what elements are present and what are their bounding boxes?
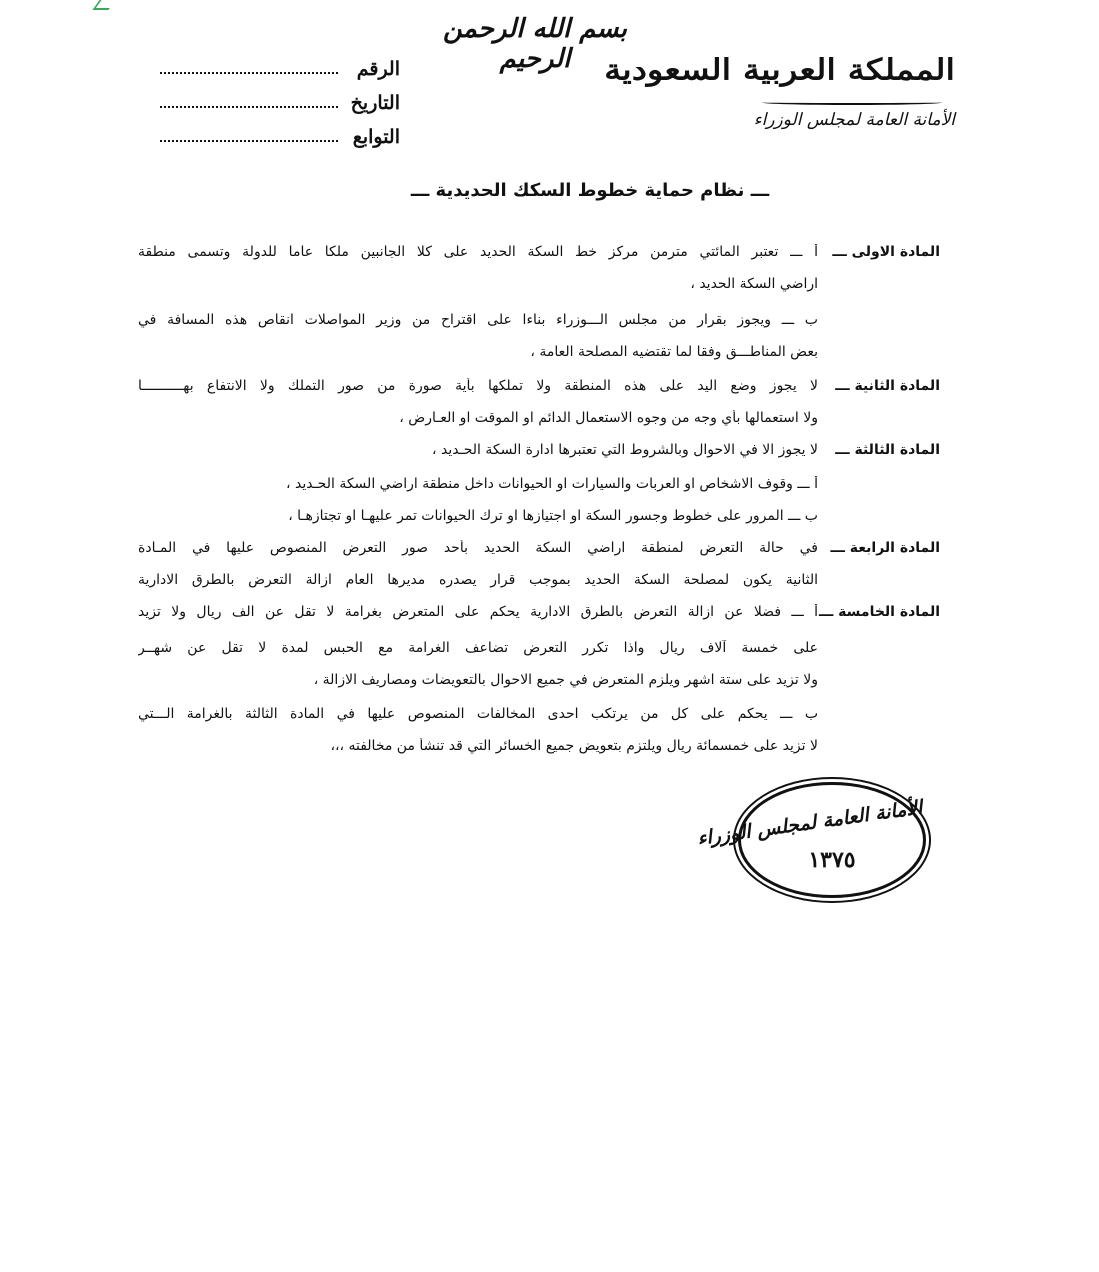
field-attachments: [155, 126, 400, 156]
body-line: أ ـــ فضلا عن ازالة التعرض بالطرق الادارية يحكم على المتعرض بغرامة لا تقل عن الف ريال ولا تزيد: [138, 604, 818, 620]
office-name: الأمانة العامة لمجلس الوزراء: [753, 110, 955, 130]
body-line: لا يجوز وضع اليد على هذه المنطقة ولا تملكها بأية صورة من صور التملك ولا الانتفاع بهــــــــــا: [138, 378, 818, 394]
body-line: ولا تزيد على ستة اشهر ويلزم المتعرض في جميع الاحوال بالتعويضات ومصاريف الازالة ،: [313, 672, 818, 688]
body-line: أ ـــ وقوف الاشخاص او العربات والسيارات او الحيوانات داخل منطقة اراضي السكة الحـديد ،: [286, 476, 818, 492]
field-date-line: [160, 106, 338, 108]
body-line: لا تزيد على خمسمائة ريال ويلتزم بتعويض جميع الخسائر التي قد تنشأ من مخالفته ،،،: [330, 738, 818, 754]
article-label: المادة الثانية ـــ: [835, 378, 940, 394]
body-line: الثانية يكون لمصلحة السكة الحديد بموجب قرار يصدره مديرها العام ازالة التعرض بالطرق الادارية: [138, 572, 818, 588]
seal-year: ١٣٧٥: [808, 847, 856, 873]
body-line: بعض المناطـــق وفقا لما تقتضيه المصلحة العامة ،: [530, 344, 818, 360]
official-seal-stamp: [695, 782, 926, 898]
corner-mark: [92, 0, 115, 10]
field-attachments-label: التوابع: [352, 126, 400, 148]
seal-text: الأمانة العامة لمجلس الوزراء: [695, 796, 924, 850]
body-line: اراضي السكة الحديد ،: [690, 276, 818, 292]
field-number-line: [160, 72, 338, 74]
body-line: ب ـــ المرور على خطوط وجسور السكة او اجتيازها او ترك الحيوانات تمر عليهـا او تجتازهـا ،: [288, 508, 818, 524]
body-line: في حالة التعرض لمنطقة اراضي السكة الحديد بأحد صور التعرض المنصوص عليها في المـادة: [138, 540, 818, 556]
field-date: [155, 92, 400, 122]
basmala-heading: بسم الله الرحمن الرحيم: [443, 14, 627, 74]
body-line: ب ـــ ويجوز بقرار من مجلس الـــوزراء بناءا على اقتراح من وزير المواصلات انقاص هذه المسافة في: [138, 312, 818, 328]
body-line: أ ـــ تعتبر المائتي مترمن مركز خط السكة الحديد على كلا الجانبين ملكا عاما للدولة وتسمى منطقة: [138, 244, 818, 260]
article-label: المادة الاولى ـــ: [832, 244, 940, 260]
kingdom-letterhead: المملكة العربية السعودية: [604, 53, 955, 87]
body-line: ب ـــ يحكم على كل من يرتكب احدى المخالفات المنصوص عليها في المادة الثالثة بالغرامة الـــتي: [138, 706, 818, 722]
article-label: المادة الرابعة ـــ: [830, 540, 940, 556]
body-line: على خمسة آلاف ريال واذا تكرر التعرض تضاعف الغرامة مع الحبس لمدة لا تقل عن شهــر: [138, 640, 818, 656]
field-date-label: التاريخ: [350, 92, 400, 114]
field-attachments-line: [160, 140, 338, 142]
field-number: [155, 58, 400, 88]
article-label: المادة الثالثة ـــ: [835, 442, 940, 458]
body-line: لا يجوز الا في الاحوال وبالشروط التي تعتبرها ادارة السكة الحـديد ،: [432, 442, 818, 458]
article-label: المادة الخامسة ـــ: [818, 604, 940, 620]
field-number-label: الرقم: [356, 58, 400, 80]
body-line: ولا استعمالها بأي وجه من وجوه الاستعمال الدائم او الموقت او العـارض ،: [399, 410, 818, 426]
letterhead-flourish: [762, 100, 942, 105]
document-title: ـــ نظام حماية خطوط السكك الحديدية ـــ: [410, 180, 770, 201]
